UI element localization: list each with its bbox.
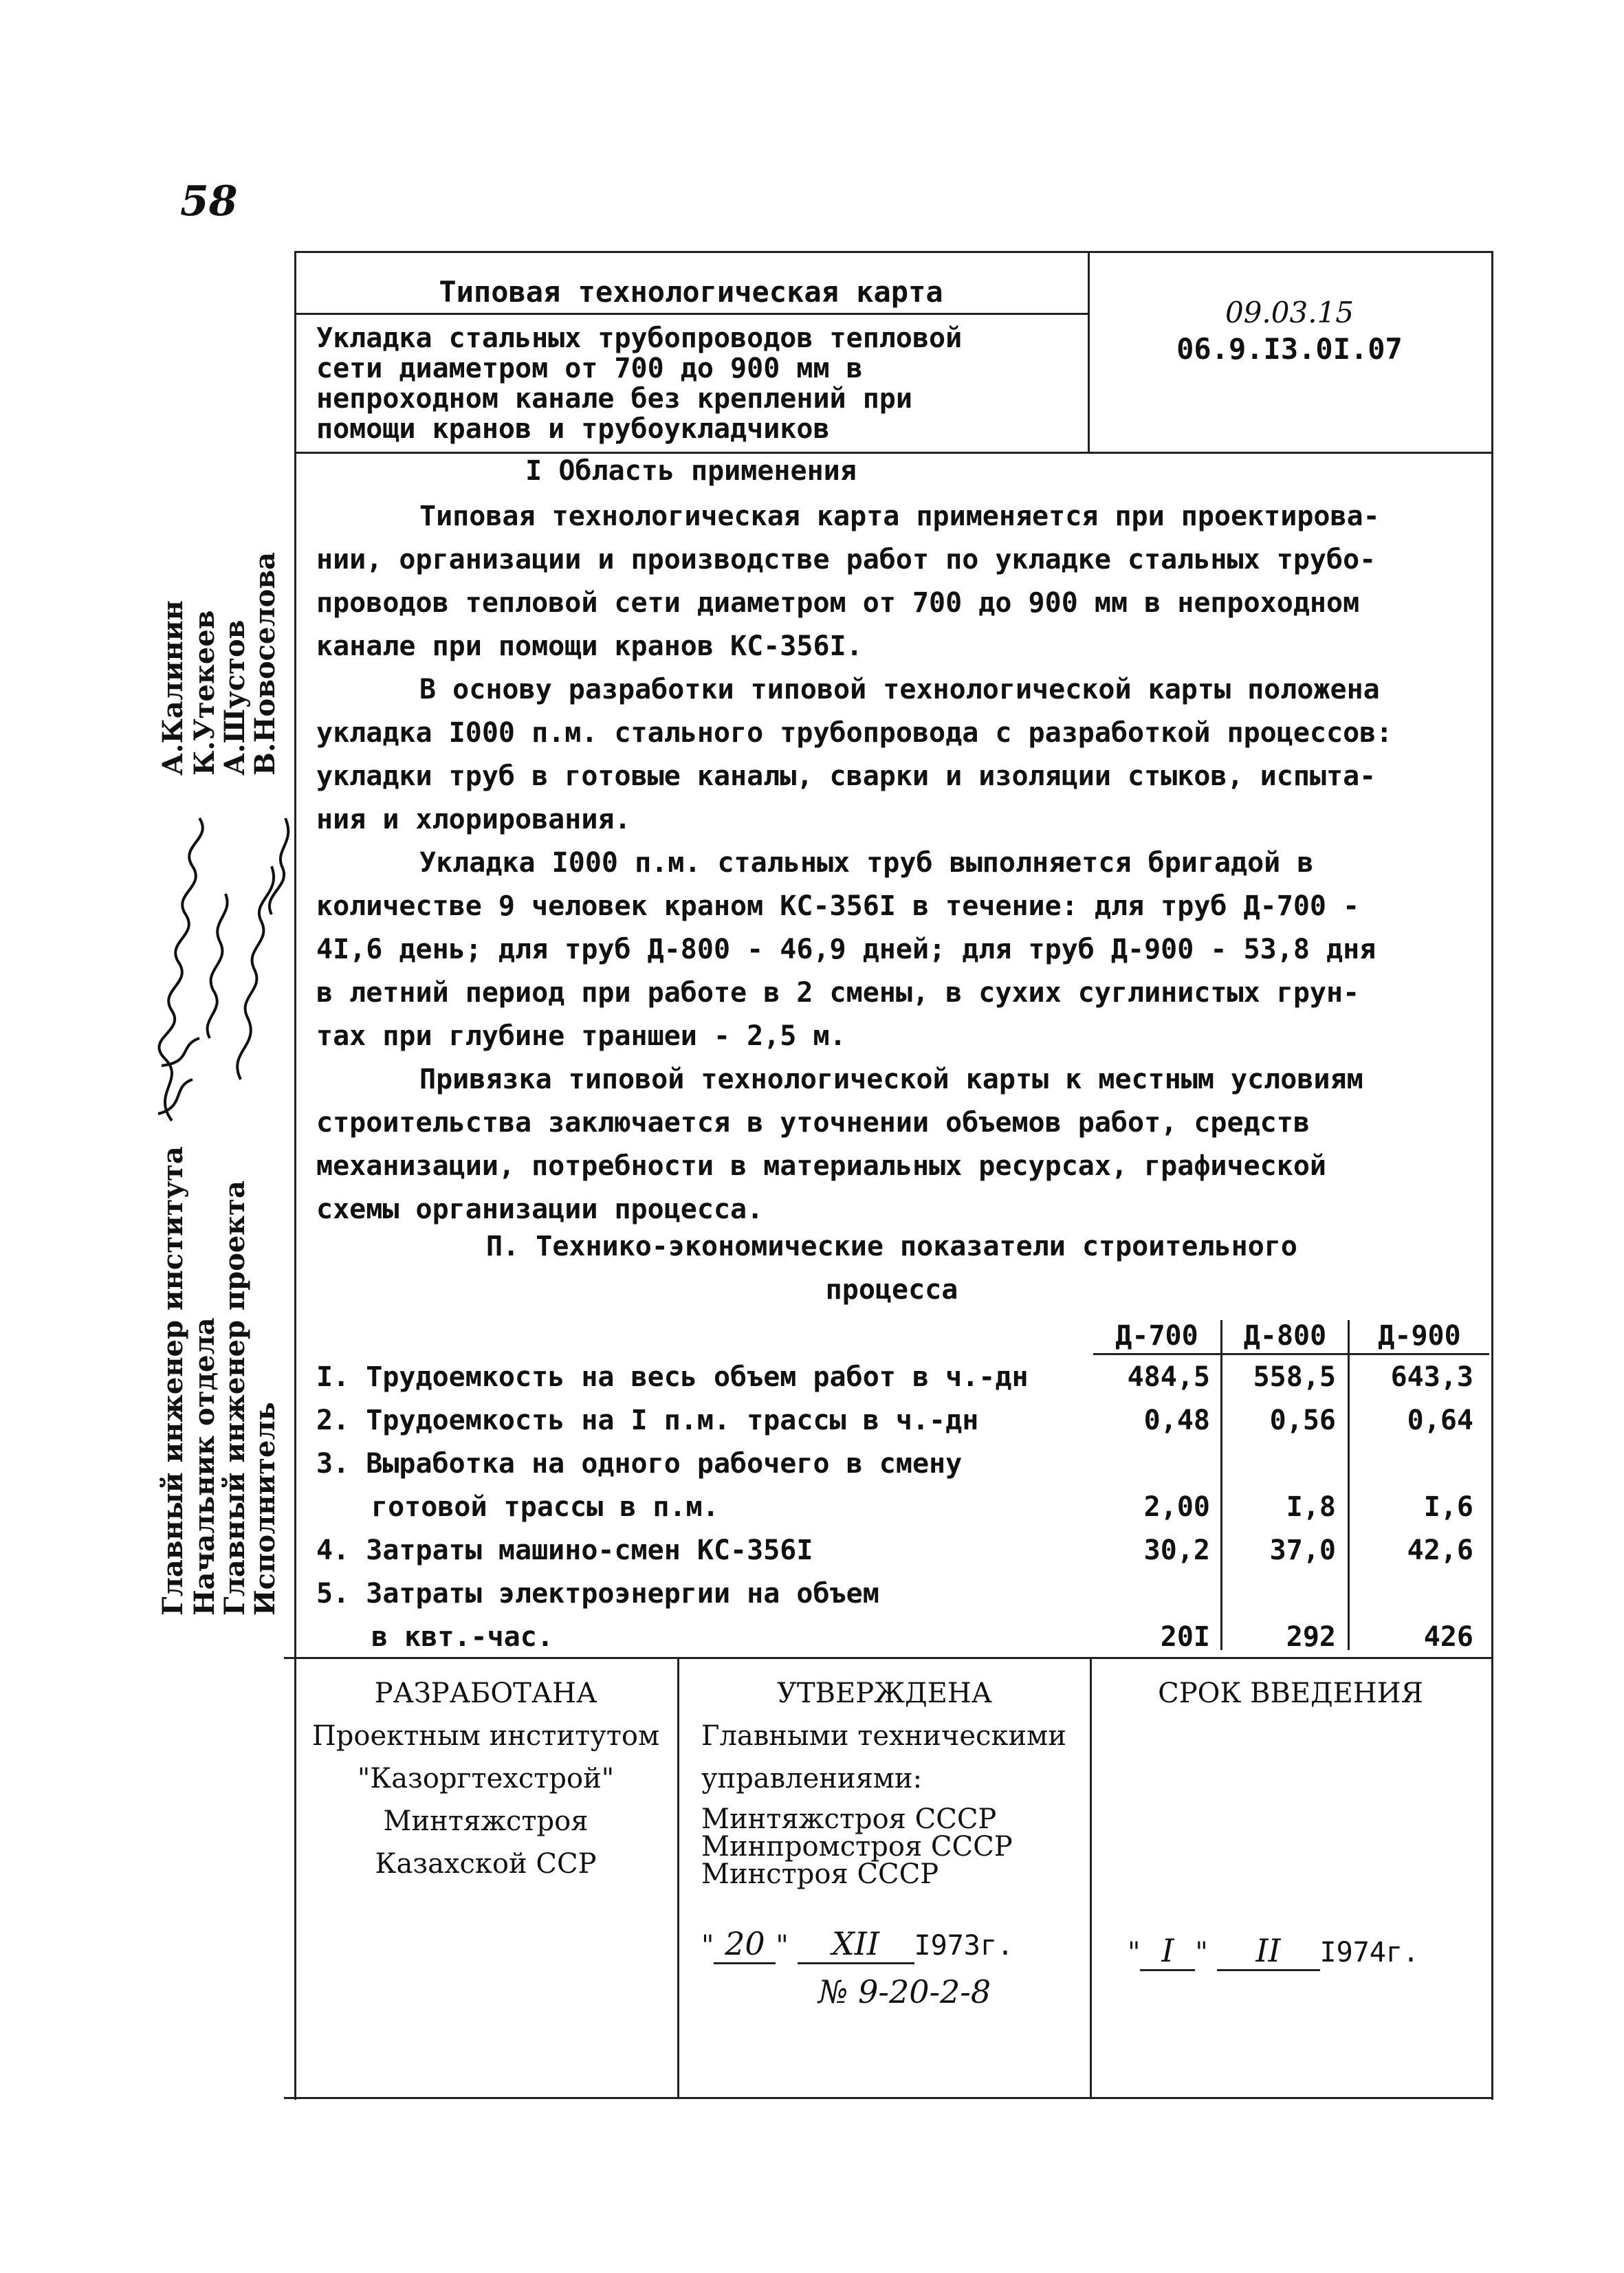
footer-approved-line: Минстроя СССР xyxy=(701,1858,939,1890)
sidebar-name: В.Новоселова xyxy=(249,551,281,776)
text-line: схемы организации процесса. xyxy=(316,1194,764,1225)
card-type: Типовая технологическая карта xyxy=(439,275,943,309)
column-header-d700: Д-700 xyxy=(1115,1320,1198,1352)
table-row-label: 4. Затраты машино-смен КС-356I xyxy=(316,1535,813,1566)
table-cell: 30,2 xyxy=(1143,1535,1210,1566)
table-cell: 0,56 xyxy=(1269,1405,1336,1436)
table-cell: 292 xyxy=(1286,1621,1336,1653)
card-code-handwritten: 09.03.15 xyxy=(1225,296,1354,329)
term-month: II xyxy=(1217,1932,1320,1971)
text-line: Привязка типовой технологической карты к местным условиям xyxy=(419,1064,1363,1095)
table-row-label: I. Трудоемкость на весь объем работ в ч.-дн xyxy=(316,1361,1029,1393)
footer-developed-line: Проектным институтом xyxy=(311,1720,660,1752)
sidebar-role: Исполнитель xyxy=(249,1402,281,1616)
table-cell: 0,64 xyxy=(1407,1405,1473,1436)
text-line: В основу разработки типовой технологической карты положена xyxy=(419,674,1380,705)
footer-term-date: " I " II I974г. xyxy=(1128,1932,1485,1971)
table-row-label: 5. Затраты электроэнергии на объем xyxy=(316,1578,879,1610)
header-bottom-rule xyxy=(294,452,1491,454)
approved-year: I973г. xyxy=(914,1930,1014,1962)
footer-divider xyxy=(677,1657,679,2097)
text-line: строительства заключается в уточнении объемов работ, средств xyxy=(316,1107,1310,1139)
table-cell: 0,48 xyxy=(1143,1405,1210,1436)
text-line: канале при помощи кранов КС-356I. xyxy=(316,630,863,662)
section1-text xyxy=(316,495,1485,1231)
table-row-label: 2. Трудоемкость на I п.м. трассы в ч.-дн xyxy=(316,1405,979,1436)
sidebar-name: А.Калинин xyxy=(157,600,189,776)
page-number: 58 xyxy=(180,177,238,226)
table-cell: 37,0 xyxy=(1269,1535,1336,1566)
card-code: 06.9.I3.0I.07 xyxy=(1176,332,1403,366)
footer-approved-date: " 20 " XII I973г. xyxy=(701,1925,1086,1964)
footer-approved-line: Минтяжстроя СССР xyxy=(701,1803,997,1835)
footer-developed-line: Минтяжстроя xyxy=(383,1805,589,1837)
card-title-line: помощи кранов и трубоукладчиков xyxy=(316,413,830,445)
footer-approved-line: Минпромстроя СССР xyxy=(701,1831,1013,1863)
table-cell: 643,3 xyxy=(1390,1361,1473,1393)
text-line: тах при глубине траншеи - 2,5 м. xyxy=(316,1020,846,1052)
footer-approved-line: Главными техническими xyxy=(701,1720,1066,1752)
card-title-line: непроходном канале без креплений при xyxy=(316,383,912,415)
signature-3 xyxy=(237,866,274,1079)
text-line: укладка I000 п.м. стального трубопровода с разработкой процессов: xyxy=(316,717,1393,749)
column-header-d800: Д-800 xyxy=(1243,1320,1327,1352)
text-line: ния и хлорирования. xyxy=(316,804,631,835)
footer-bottom-rule xyxy=(284,2097,1491,2099)
table-row-label: готовой трассы в п.м. xyxy=(371,1491,719,1523)
table-cell: I,8 xyxy=(1286,1491,1336,1523)
term-year: I974г. xyxy=(1319,1937,1420,1968)
table-cell: 484,5 xyxy=(1127,1361,1210,1393)
signatures xyxy=(144,791,303,1134)
footer-top-rule xyxy=(284,1657,1491,1659)
footer-developed xyxy=(294,1672,677,1885)
text-line: нии, организации и производстве работ по укладке стальных трубо- xyxy=(316,544,1376,575)
column-header-d900: Д-900 xyxy=(1378,1320,1461,1352)
table-cell: 558,5 xyxy=(1253,1361,1336,1393)
signature-1 xyxy=(159,818,202,1121)
sidebar-role: Главный инженер института xyxy=(157,1146,189,1616)
text-line: укладки труб в готовые каналы, сварки и изоляции стыков, испыта- xyxy=(316,760,1376,792)
section1-heading: I Область применения xyxy=(525,455,857,487)
text-line: механизации, потребности в материальных ресурсах, графической xyxy=(316,1150,1327,1182)
text-line: количестве 9 человек краном КС-356I в течение: для труб Д-700 - xyxy=(316,890,1360,922)
table-header-rule xyxy=(1093,1353,1489,1355)
table-cell: 20I xyxy=(1160,1621,1210,1653)
sidebar-name: К.Утекеев xyxy=(188,610,221,776)
card-title-line: Укладка стальных трубопроводов тепловой xyxy=(316,322,963,354)
footer-developed-line: "Казоргтехстрой" xyxy=(357,1763,615,1794)
card-title-line: сети диаметром от 700 до 900 мм в xyxy=(316,353,863,384)
sidebar-role: Главный инженер проекта xyxy=(219,1181,251,1616)
table-row-label: 3. Выработка на одного рабочего в смену xyxy=(316,1448,963,1480)
table-cell: I,6 xyxy=(1423,1491,1473,1523)
signature-2 xyxy=(208,894,228,1038)
text-line: в летний период при работе в 2 смены, в сухих суглинистых грун- xyxy=(316,977,1360,1009)
text-line: Укладка I000 п.м. стальных труб выполняется бригадой в xyxy=(419,847,1314,879)
section2-heading: П. Технико-экономические показатели строительного xyxy=(485,1231,1298,1262)
term-day: I xyxy=(1140,1932,1195,1971)
approved-month: XII xyxy=(798,1925,914,1964)
text-line: проводов тепловой сети диаметром от 700 до 900 мм в непроходном xyxy=(316,587,1360,619)
footer-approved-line: управлениями: xyxy=(701,1763,923,1794)
text-line: Типовая технологическая карта применяется при проектирова- xyxy=(419,501,1380,532)
footer-divider xyxy=(1090,1657,1092,2097)
footer-developed-line: Казахской ССР xyxy=(375,1848,597,1880)
footer-developed-heading: РАЗРАБОТАНА xyxy=(374,1678,597,1709)
table-cell: 42,6 xyxy=(1407,1535,1473,1566)
approved-day: 20 xyxy=(714,1925,776,1964)
footer-approved-body xyxy=(701,1715,1086,1888)
card-title xyxy=(316,323,1079,444)
header-title-rule xyxy=(294,313,1088,315)
sidebar-role: Начальник отдела xyxy=(188,1317,221,1616)
approved-number: № 9-20-2-8 xyxy=(818,1973,991,2010)
sidebar-name: А.Шустов xyxy=(219,619,251,776)
table-cell: 426 xyxy=(1423,1621,1473,1653)
section2-heading-cont: процесса xyxy=(825,1274,958,1306)
footer-term-heading: СРОК ВВЕДЕНИЯ xyxy=(1158,1678,1423,1709)
text-line: 4I,6 день; для труб Д-800 - 46,9 дней; для труб Д-900 - 53,8 дня xyxy=(316,934,1376,965)
footer-approved-heading: УТВЕРЖДЕНА xyxy=(777,1678,992,1709)
table-cell: 2,00 xyxy=(1143,1491,1210,1523)
table-row-label: в квт.-час. xyxy=(371,1621,553,1653)
